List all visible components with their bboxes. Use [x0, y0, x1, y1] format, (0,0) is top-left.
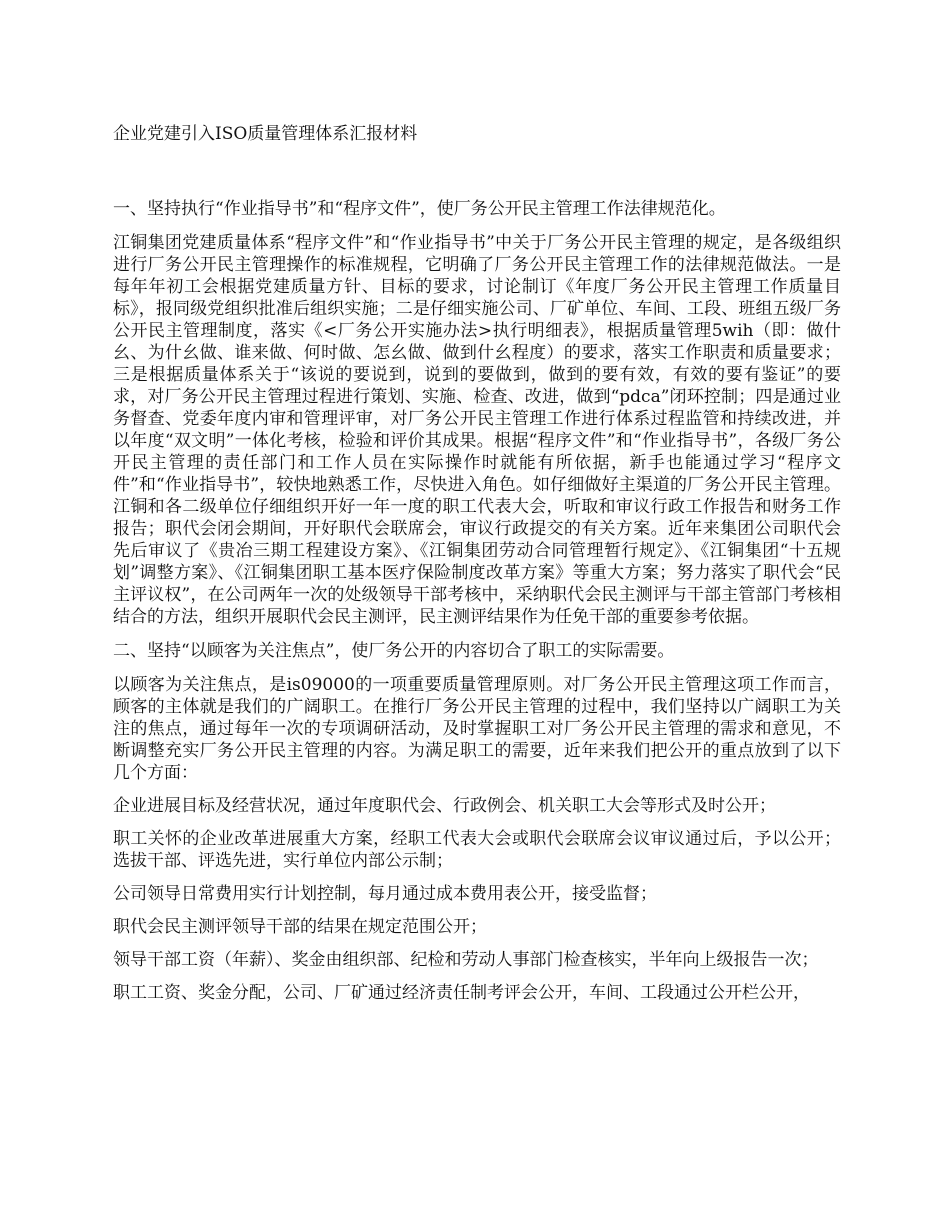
disclosure-item-3: 公司领导日常费用实行计划控制，每月通过成本费用表公开，接受监督； [113, 884, 657, 904]
document-title: 企业党建引入ISO质量管理体系汇报材料 [113, 124, 418, 144]
disclosure-item-1: 企业进展目标及经营状况，通过年度职代会、行政例会、机关职工大会等形式及时公开； [113, 796, 776, 816]
disclosure-item-5: 领导干部工资（年薪）、奖金由组织部、纪检和劳动人事部门检查核实，半年向上级报告一次； [113, 950, 819, 970]
section-1-body: 江铜集团党建质量体系“程序文件”和“作业指导书”中关于厂务公开民主管理的规定，是各级组织进行厂务公开民主管理操作的标准规程，它明确了厂务公开民主管理工作的法律规范做法。一是每年年初工会根据党建质量方针、目标的要求，讨论制订《年度厂务公开民主管理工作质量目标》，报同级党组织批准后组织实施；二是仔细实施公司、厂矿单位、车间、工段、班组五级厂务公开民主管理制度，落实《<厂务公开实施办法>执行明细表》，根据质量管理5wih（即：做什幺、为什幺做、谁来做、何时做、怎幺做、做到什幺程度）的要求，落实工作职责和质量要求；三是根据质量体系关于“该说的要说到，说到的要做到，做到的要有效，有效的要有鉴证”的要求，对厂务公开民主管理过程进行策划、实施、检查、改进，做到“pdca”闭环控制；四是通过业务督查、党委年度内审和管理评审，对厂务公开民主管理工作进行体系过程监管和持续改进，并以年度“双文明”一体化考核，检验和评价其成果。根据“程序文件”和“作业指导书”，各级厂务公开民主管理的责任部门和工作人员在实际操作时就能有所依据，新手也能通过学习“程序文件”和“作业指导书”，较快地熟悉工作，尽快进入角色。如仔细做好主渠道的厂务公开民主管理。江铜和各二级单位仔细组织开好一年一度的职工代表大会，听取和审议行政工作报告和财务工作报告；职代会闭会期间，开好职代会联席会，审议行政提交的有关方案。近年来集团公司职代会先后审议了《贵冶三期工程建设方案》、《江铜集团劳动合同管理暂行规定》、《江铜集团“十五规划”调整方案》、《江铜集团职工基本医疗保险制度改革方案》等重大方案；努力落实了职代会“民主评议权”，在公司两年一次的处级领导干部考核中，采纳职代会民主测评与干部主管部门考核相结合的方法，组织开展职代会民主测评，民主测评结果作为任免干部的重要参考依据。 [113, 233, 841, 627]
section-1-heading: 一、坚持执行“作业指导书”和“程序文件”，使厂务公开民主管理工作法律规范化。 [113, 199, 726, 219]
section-2-body: 以顾客为关注焦点，是is09000的一项重要质量管理原则。对厂务公开民主管理这项工作而言，顾客的主体就是我们的广阔职工。在推行厂务公开民主管理的过程中，我们坚持以广阔职工为关注的焦点，通过每年一次的专项调研活动，及时掌握职工对厂务公开民主管理的需求和意见，不断调整充实厂务公开民主管理的内容。为满足职工的需要，近年来我们把公开的重点放到了以下几个方面： [113, 675, 841, 783]
disclosure-item-2: 职工关怀的企业改革进展重大方案，经职工代表大会或职代会联席会议审议通过后，予以公开；选拔干部、评选先进，实行单位内部公示制； [113, 829, 841, 871]
disclosure-item-4: 职代会民主测评领导干部的结果在规定范围公开； [113, 917, 487, 937]
section-2-heading: 二、坚持“以顾客为关注焦点”，使厂务公开的内容切合了职工的实际需要。 [113, 641, 675, 661]
disclosure-item-6: 职工工资、奖金分配，公司、厂矿通过经济责任制考评会公开，车间、工段通过公开栏公开， [113, 983, 810, 1003]
document-page [113, 122, 841, 1015]
